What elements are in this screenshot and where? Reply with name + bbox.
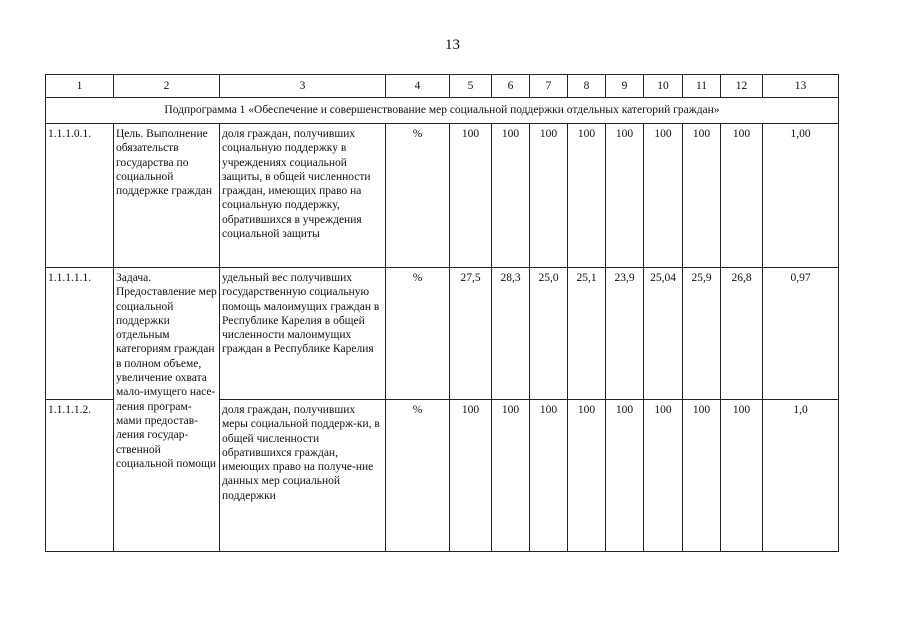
value-cell: 100 <box>683 124 721 268</box>
column-header-1: 1 <box>46 75 114 98</box>
column-header-3: 3 <box>220 75 386 98</box>
value-cell: 25,1 <box>568 268 606 400</box>
unit-cell: % <box>386 400 450 552</box>
column-header-2: 2 <box>114 75 220 98</box>
value-cell: 100 <box>683 400 721 552</box>
value-cell: 28,3 <box>492 268 530 400</box>
value-cell: 100 <box>606 124 644 268</box>
value-cell: 25,04 <box>644 268 683 400</box>
row-code: 1.1.1.1.2. <box>46 400 114 552</box>
column-header-13: 13 <box>763 75 839 98</box>
column-header-7: 7 <box>530 75 568 98</box>
column-header-12: 12 <box>721 75 763 98</box>
value-cell: 23,9 <box>606 268 644 400</box>
task-text: Задача. Предоставление мер социальной поддержки отдельным категориям граждан в полном объеме, увеличение охвата мало-имущего насе-ления програм-мами предостав-ления государ-ственной социальной помощи <box>114 268 220 552</box>
indicators-table <box>45 74 839 552</box>
column-header-6: 6 <box>492 75 530 98</box>
value-cell: 100 <box>530 124 568 268</box>
column-header-9: 9 <box>606 75 644 98</box>
value-cell: 25,9 <box>683 268 721 400</box>
ratio-cell: 0,97 <box>763 268 839 400</box>
indicator-text: доля граждан, получивших социальную поддержку в учреждениях социальной защиты, в общей численности граждан, имеющих право на социальную поддержку, обратившихся в учреждения социальной защиты <box>220 124 386 268</box>
unit-cell: % <box>386 124 450 268</box>
unit-cell: % <box>386 268 450 400</box>
value-cell: 100 <box>721 124 763 268</box>
page-number: 13 <box>445 37 460 53</box>
value-cell: 26,8 <box>721 268 763 400</box>
goal-text: Цель. Выполнение обязательств государства по социальной поддержке граждан <box>114 124 220 268</box>
value-cell: 100 <box>721 400 763 552</box>
value-cell: 100 <box>450 400 492 552</box>
column-header-5: 5 <box>450 75 492 98</box>
value-cell: 100 <box>530 400 568 552</box>
value-cell: 100 <box>644 400 683 552</box>
table-row <box>46 124 839 268</box>
column-number-row <box>46 75 839 98</box>
value-cell: 100 <box>492 400 530 552</box>
table-row <box>46 268 839 400</box>
value-cell: 100 <box>644 124 683 268</box>
ratio-cell: 1,00 <box>763 124 839 268</box>
subprogram-row <box>46 98 839 124</box>
indicator-text: удельный вес получивших государственную социальную помощь малоимущих граждан в Республике Карелия в общей численности малоимущих граждан в Республике Карелия <box>220 268 386 400</box>
value-cell: 100 <box>606 400 644 552</box>
column-header-10: 10 <box>644 75 683 98</box>
value-cell: 100 <box>450 124 492 268</box>
row-code: 1.1.1.1.1. <box>46 268 114 400</box>
indicator-text: доля граждан, получивших меры социальной поддерж-ки, в общей численности обратившихся граждан, имеющих право на получе-ние данных мер социальной поддержки <box>220 400 386 552</box>
value-cell: 100 <box>492 124 530 268</box>
row-code: 1.1.1.0.1. <box>46 124 114 268</box>
value-cell: 100 <box>568 124 606 268</box>
value-cell: 25,0 <box>530 268 568 400</box>
subprogram-title: Подпрограмма 1 «Обеспечение и совершенствование мер социальной поддержки отдельных категорий граждан» <box>46 98 839 124</box>
ratio-cell: 1,0 <box>763 400 839 552</box>
value-cell: 27,5 <box>450 268 492 400</box>
value-cell: 100 <box>568 400 606 552</box>
column-header-4: 4 <box>386 75 450 98</box>
column-header-11: 11 <box>683 75 721 98</box>
column-header-8: 8 <box>568 75 606 98</box>
